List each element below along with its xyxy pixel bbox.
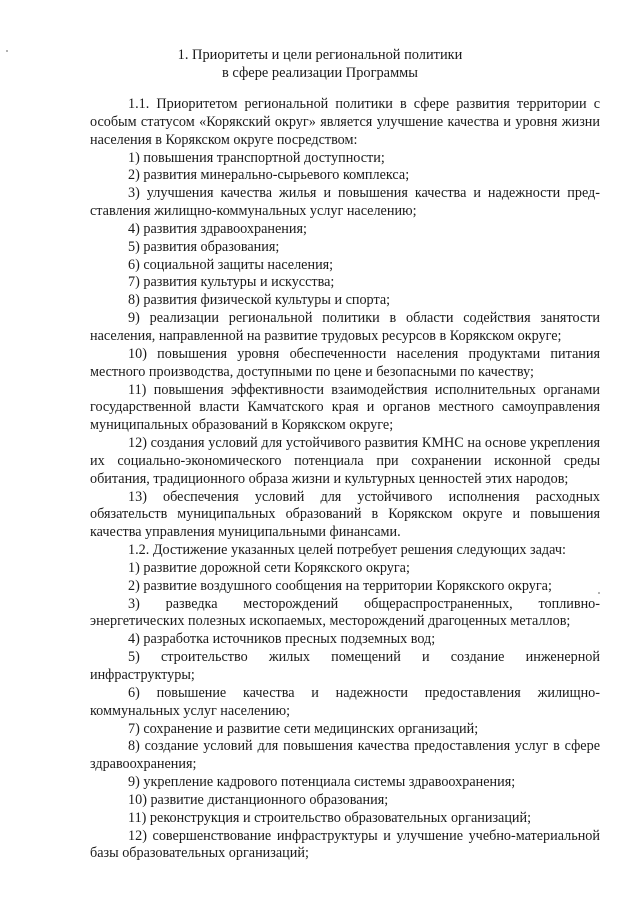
list-item: 12) совершенствование инфраструктуры и улучшение учебно-материальной базы образовательных организаций;	[90, 827, 600, 862]
section-heading	[120, 46, 520, 82]
list-item: 8) создание условий для повышения качества предоставления услуг в сфере здравоохранения;	[90, 738, 600, 773]
list-item: 13) обеспечения условий для устойчивого исполнения расходных обязательств муниципальных образований в Корякском округе и повышения качества управления муниципальными финансами.	[90, 488, 600, 541]
list-item: 11) реконструкция и строительство образовательных организаций;	[128, 809, 532, 826]
list-item: 9) реализации региональной политики в области содействия занятости населения, направленной на развитие трудовых ресурсов в Корякском округе;	[90, 310, 600, 344]
heading-line: в сфере реализации Программы	[222, 65, 418, 81]
list-item: 6) социальной защиты населения;	[128, 256, 334, 273]
list-item: 2) развитие воздушного сообщения на территории Корякского округа;	[128, 577, 552, 594]
paragraph-tasks: 1.2. Достижение указанных целей потребует решения следующих задач:	[128, 542, 566, 559]
list-item: 3) улучшения качества жилья и повышения качества и надежности пред-ставления жилищно-коммунальных услуг населению;	[90, 185, 600, 220]
paragraph-intro: 1.1. Приоритетом региональной политики в сфере развития территории с особым статусом «Корякский округ» является улучшение качества и уровня жизни населения в Корякском округе посредством:	[90, 96, 600, 148]
list-item: 7) сохранение и развитие сети медицинских организаций;	[128, 720, 479, 737]
list-item: 6) повышение качества и надежности предоставления жилищно-коммунальных услуг населению;	[90, 684, 600, 719]
heading-line: 1. Приоритеты и цели региональной политики	[177, 47, 463, 63]
list-item: 8) развития физической культуры и спорта;	[128, 292, 391, 309]
list-item: 4) развития здравоохранения;	[128, 220, 307, 237]
list-item: 5) развития образования;	[128, 238, 280, 255]
scan-speck	[6, 50, 8, 52]
list-item: 1) развитие дорожной сети Корякского округа;	[128, 559, 410, 576]
list-item: 3) разведка месторождений общераспространенных, топливно-энергетических полезных ископаемых, месторождений драгоценных металлов;	[90, 595, 600, 630]
list-item: 9) укрепление кадрового потенциала системы здравоохранения;	[128, 774, 516, 791]
list-item: 1) повышения транспортной доступности;	[128, 149, 385, 166]
list-item: 12) создания условий для устойчивого развития КМНС на основе укрепления их социально-экономического потенциала при сохранении исконной среды обитания, традиционного образа жизни и культурных ценностей этих народов;	[90, 435, 600, 487]
list-item: 10) повышения уровня обеспеченности населения продуктами питания местного производства, доступными по цене и безопасными по качеству;	[90, 345, 600, 380]
list-item: 7) развития культуры и искусства;	[128, 274, 335, 291]
document-body	[90, 96, 600, 863]
list-item: 10) развитие дистанционного образования;	[128, 791, 389, 808]
list-item: 2) развития минерально-сырьевого комплекса;	[128, 167, 410, 184]
list-item: 4) разработка источников пресных подземных вод;	[128, 631, 436, 648]
list-item: 5) строительство жилых помещений и создание инженерной инфраструктуры;	[90, 649, 600, 683]
list-item: 11) повышения эффективности взаимодействия исполнительных органами государственной власти Камчатского края и органов местного самоуправления муниципальных образований в Корякском округе;	[90, 381, 600, 434]
